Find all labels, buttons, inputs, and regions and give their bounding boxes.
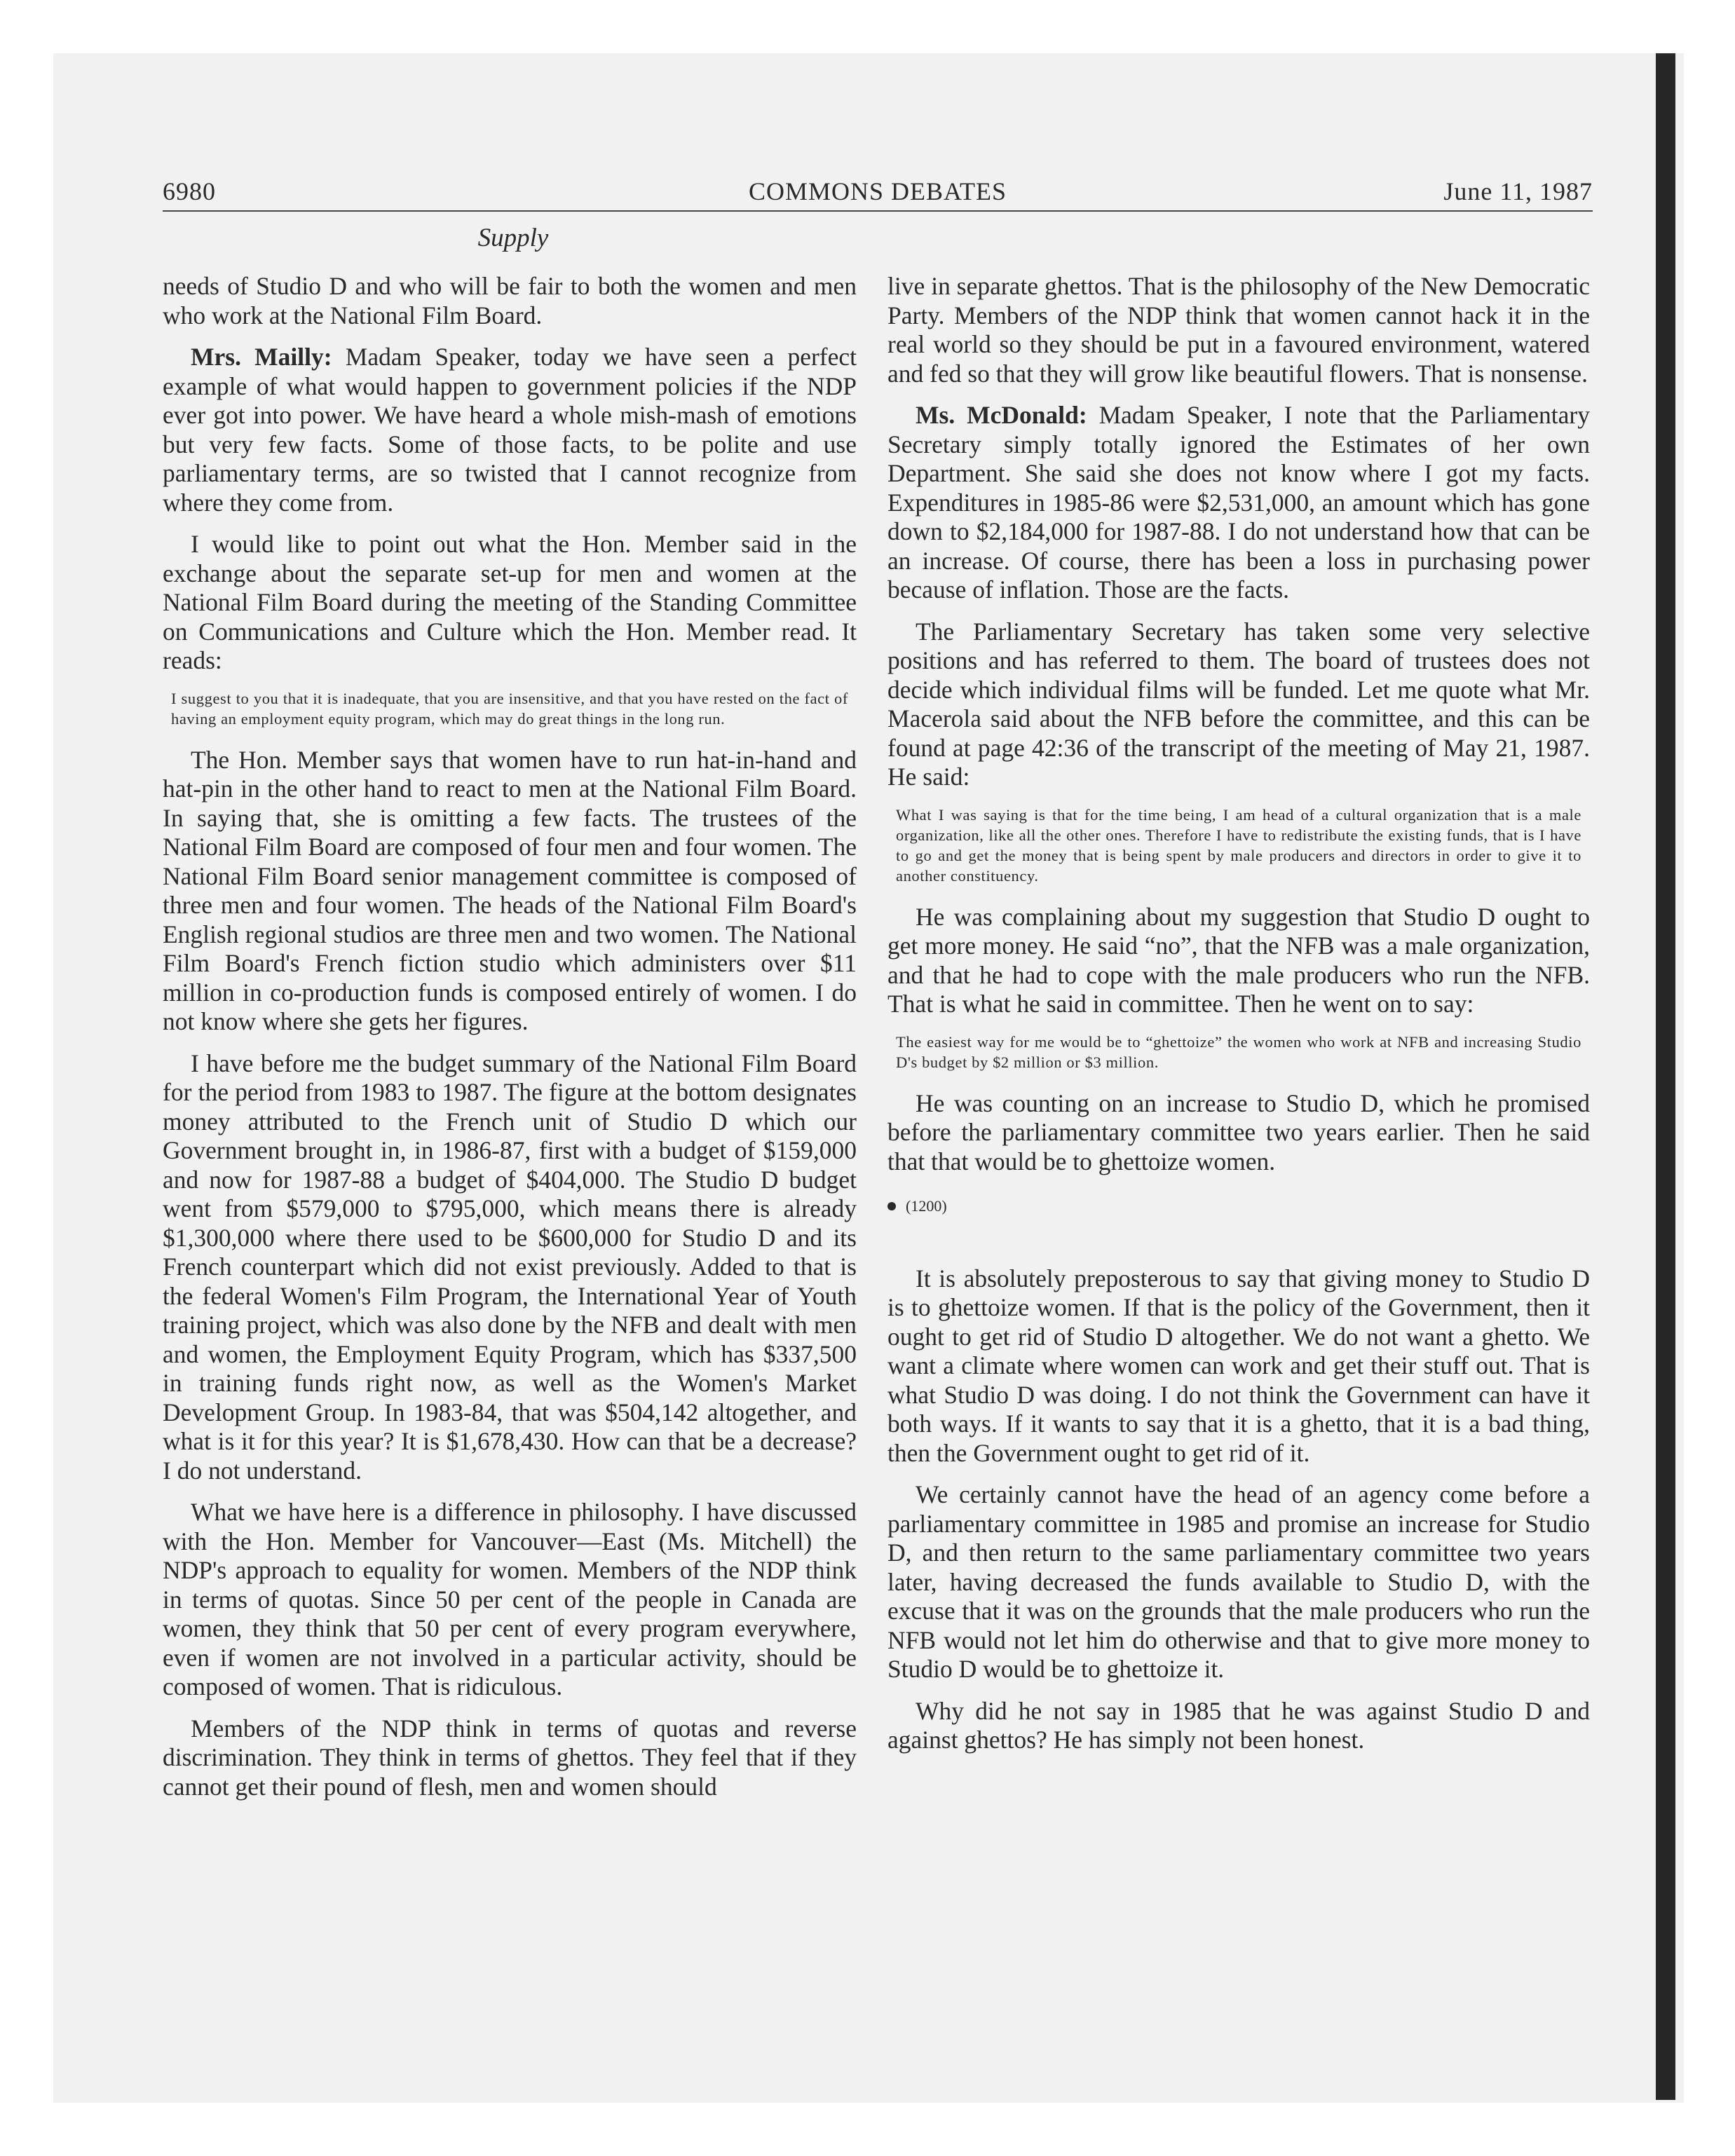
right-column [887, 272, 1590, 1768]
bullet-icon [887, 1202, 896, 1210]
scan-edge-bar [1656, 53, 1675, 2100]
paragraph: needs of Studio D and who will be fair to both the women and men who work at the National Film Board. [163, 272, 857, 329]
page-number: 6980 [163, 177, 216, 205]
paragraph: Why did he not say in 1985 that he was against Studio D and against ghettos? He has simply not been honest. [887, 1696, 1590, 1754]
speech-text: Madam Speaker, today we have seen a perfect example of what would happen to government policies if the NDP ever got into power. We have heard a whole mish-mash of emotions but very few facts. Some of those facts, to be polite and use parliamentary terms, are so twisted that I cannot recognize from where they come from. [163, 343, 857, 517]
paragraph: The Parliamentary Secretary has taken some very selective positions and has referred to them. The board of trustees does not decide which individual films will be funded. Let me quote what Mr. Macerola said about the NFB before the committee, and this can be found at page 42:36 of the transcript of the meeting of May 21, 1987. He said: [887, 617, 1590, 791]
block-quote: The easiest way for me would be to “ghettoize” the women who work at NFB and increasing Studio D's budget by $2 million or $3 million. [896, 1032, 1581, 1071]
time-marker [887, 1192, 1590, 1221]
block-quote: I suggest to you that it is inadequate, that you are insensitive, and that you have rested on the fact of having an employment equity program, which may do great things in the long run. [171, 689, 848, 728]
paragraph: What we have here is a difference in philosophy. I have discussed with the Hon. Member for Vancouver—East (Ms. Mitchell) the NDP's approach to equality for women. Members of the NDP think in terms of quotas. Since 50 per cent of the people in Canada are women, they think that 50 per cent of every program everywhere, even if women are not involved in a particular activity, should be composed of women. That is ridiculous. [163, 1498, 857, 1700]
speaker-name: Ms. McDonald: [916, 401, 1087, 429]
section-title: Supply [477, 224, 549, 252]
paragraph: I have before me the budget summary of the National Film Board for the period from 1983 to 1987. The figure at the bottom designates money attributed to the French unit of Studio D which our Government brought in, in 1986-87, first with a budget of $159,000 and now for 1987-88 a budget of $404,000. The Studio D budget went from $579,000 to $795,000, which means there is already $1,300,000 where there used to be $600,000 for Studio D and its French counterpart which did not exist previously. Added to that is the federal Women's Film Program, the International Year of Youth training project, which was also done by the NFB and dealt with men and women, the Employment Equity Program, which has $337,500 in training funds right now, as well as the Women's Market Development Group. In 1983-84, that was $504,142 altogether, and what is it for this year? It is $1,678,430. How can that be a decrease? I do not understand. [163, 1049, 857, 1485]
time-marker-label: (1200) [906, 1197, 947, 1215]
paragraph: I would like to point out what the Hon. Member said in the exchange about the separate set-up for men and women at the National Film Board during the meeting of the Standing Committee on Communications and Culture which the Hon. Member read. It reads: [163, 530, 857, 674]
running-header [163, 175, 1593, 212]
speech-paragraph [163, 343, 857, 517]
paragraph: The Hon. Member says that women have to run hat-in-hand and hat-pin in the other hand to react to men at the National Film Board. In saying that, she is omitting a few facts. The trustees of the National Film Board are composed of four men and four women. The National Film Board senior management committee is composed of three men and four women. The heads of the National Film Board's English regional studios are three men and two women. The National Film Board's French fiction studio which administers over $11 million in co-production funds is composed entirely of women. I do not know where she gets her figures. [163, 745, 857, 1035]
paragraph: We certainly cannot have the head of an agency come before a parliamentary committee in 1985 and promise an increase for Studio D, and then return to the same parliamentary committee two years later, having decreased the funds available to Studio D, with the excuse that it was on the grounds that the male producers who run the NFB would not let him do otherwise and that to give more money to Studio D would be to ghettoize it. [887, 1480, 1590, 1683]
journal-title: COMMONS DEBATES [748, 177, 1007, 205]
paragraph: live in separate ghettos. That is the philosophy of the New Democratic Party. Members of the NDP think that women cannot hack it in the real world so they should be put in a favoured environment, watered and fed so that they will grow like beautiful flowers. That is nonsense. [887, 272, 1590, 388]
paragraph: It is absolutely preposterous to say that giving money to Studio D is to ghettoize women. If that is the policy of the Government, then it ought to get rid of Studio D altogether. We do not want a ghetto. We want a climate where women can work and get their stuff out. That is what Studio D was doing. I do not think the Government can have it both ways. If it wants to say that it is a ghetto, that it is a bad thing, then the Government ought to get rid of it. [887, 1264, 1590, 1467]
block-quote: What I was saying is that for the time being, I am head of a cultural organization that is a male organization, like all the other ones. Therefore I have to redistribute the existing funds, that is I have to go and get the money that is being spent by male producers and directors in order to give it to another constituency. [896, 805, 1581, 885]
left-column [163, 272, 857, 1814]
issue-date: June 11, 1987 [1443, 177, 1593, 205]
paragraph: He was complaining about my suggestion that Studio D ought to get more money. He said “no”, that the NFB was a male organization, and that he had to cope with the male producers who run the NFB. That is what he said in committee. Then he went on to say: [887, 902, 1590, 1018]
speech-text: Madam Speaker, I note that the Parliamentary Secretary simply totally ignored the Estimates of her own Department. She said she does not know where I got my facts. Expenditures in 1985-86 were $2,531,000, an amount which has gone down to $2,184,000 for 1987-88. I do not understand how that can be an increase. Of course, there has been a loss in purchasing power because of inflation. Those are the facts. [887, 401, 1590, 603]
speaker-name: Mrs. Mailly: [191, 343, 332, 371]
speech-paragraph [887, 401, 1590, 605]
paragraph: Members of the NDP think in terms of quotas and reverse discrimination. They think in terms of ghettos. They feel that if they cannot get their pound of flesh, men and women should [163, 1714, 857, 1801]
paragraph: He was counting on an increase to Studio D, which he promised before the parliamentary committee two years earlier. Then he said that that would be to ghettoize women. [887, 1089, 1590, 1175]
